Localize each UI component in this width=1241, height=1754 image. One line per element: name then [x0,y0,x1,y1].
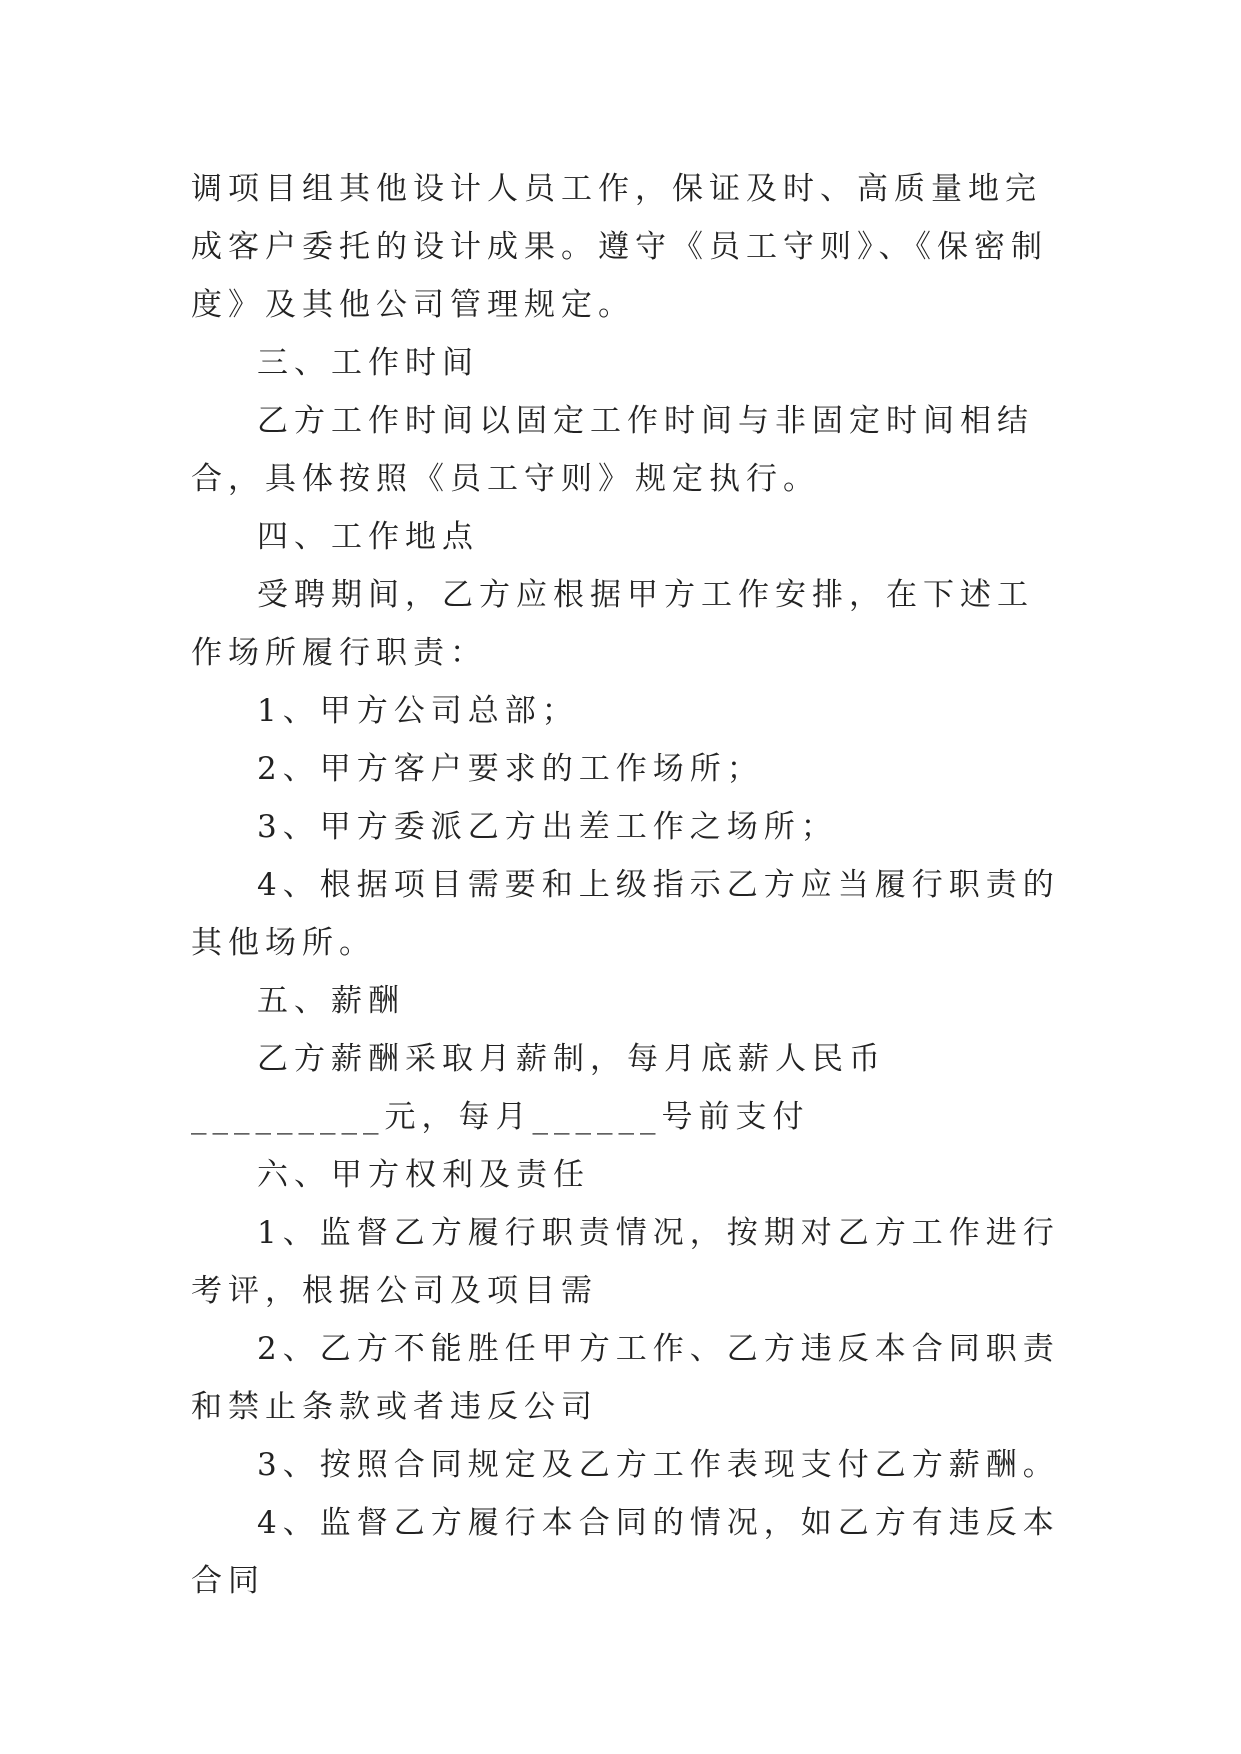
paragraph-work-location: 受聘期间，乙方应根据甲方工作安排，在下述工作场所履行职责： [191,577,1034,671]
list-item-rights-1: 1、监督乙方履行职责情况，按期对乙方工作进行考评，根据公司及项目需 [191,1215,1060,1309]
list-item-location-1: 1、甲方公司总部； [257,693,579,729]
list-item-rights-3: 3、按照合同规定及乙方工作表现支付乙方薪酬。 [257,1447,1060,1483]
list-item-rights-4: 4、监督乙方履行本合同的情况，如乙方有违反本合同 [191,1505,1060,1599]
document-body [191,160,1061,1610]
paragraph-continuation: 调项目组其他设计人员工作，保证及时、高质量地完成客户委托的设计成果。遵守《员工守则》、《保密制度》及其他公司管理规定。 [191,171,1048,323]
paragraph-work-time: 乙方工作时间以固定工作时间与非固定时间相结合，具体按照《员工守则》规定执行。 [191,403,1034,497]
section-heading-work-location: 四、工作地点 [257,519,479,555]
list-item-location-4: 4、根据项目需要和上级指示乙方应当履行职责的其他场所。 [191,867,1060,961]
section-heading-salary: 五、薪酬 [257,983,405,1019]
list-item-location-3: 3、甲方委派乙方出差工作之场所； [257,809,838,845]
section-heading-work-time: 三、工作时间 [257,345,479,381]
list-item-rights-2: 2、乙方不能胜任甲方工作、乙方违反本合同职责和禁止条款或者违反公司 [191,1331,1060,1425]
section-heading-party-a-rights: 六、甲方权利及责任 [257,1157,590,1193]
list-item-location-2: 2、甲方客户要求的工作场所； [257,751,764,787]
paragraph-salary: 乙方薪酬采取月薪制，每月底薪人民币_________元，每月______号前支付 [191,1041,886,1135]
